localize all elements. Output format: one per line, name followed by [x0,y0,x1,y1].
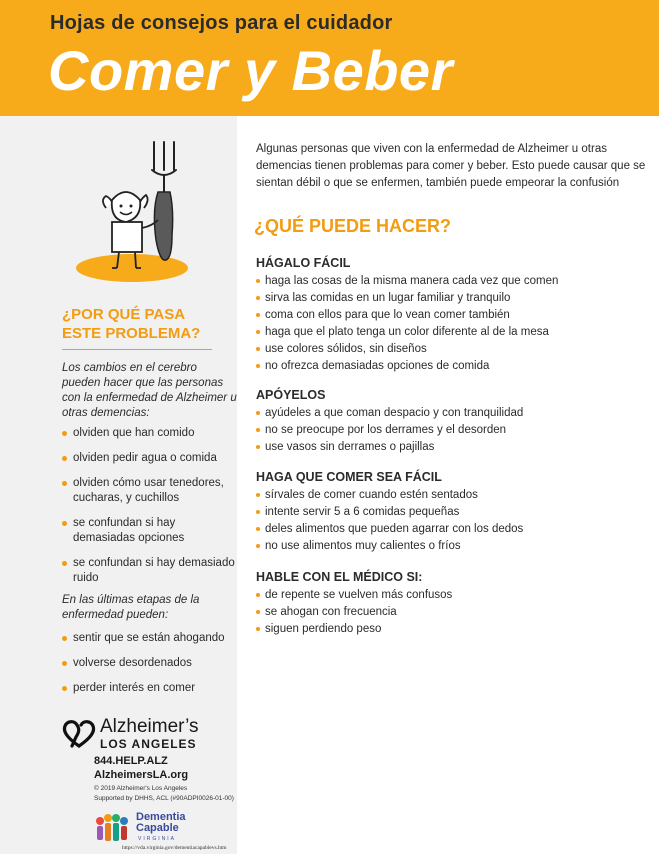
heart-ribbon-icon [62,719,96,749]
list-item: use colores sólidos, sin diseños [256,341,651,358]
list-item: no se preocupe por los derrames y el desorden [256,422,651,439]
section-list [256,487,651,555]
header-banner [0,0,659,116]
bullet-icon [256,544,260,548]
website-link[interactable]: AlzheimersLA.org [94,769,189,781]
bullet-icon [62,456,67,461]
phone-number: 844.HELP.ALZ [94,755,168,767]
bullet-icon [256,445,260,449]
section-title: HABLE CON EL MÉDICO SI: [256,570,423,584]
bullet-icon [256,627,260,631]
bullet-icon [62,431,67,436]
list-item: use vasos sin derrames o pajillas [256,439,651,456]
bullet-icon [256,527,260,531]
list-item: se confundan si hay demasiado ruido [62,556,237,586]
bullet-icon [62,686,67,691]
bullet-icon [256,364,260,368]
logo-name: Alzheimer’s [100,716,199,737]
late-stage-list [62,631,237,696]
bullet-icon [62,521,67,526]
list-item: se ahogan con frecuencia [256,604,651,621]
bullet-icon [256,313,260,317]
woman-with-fork-illustration [72,140,202,288]
list-item: coma con ellos para que lo vean comer también [256,307,651,324]
list-item: no ofrezca demasiadas opciones de comida [256,358,651,375]
bullet-icon [256,330,260,334]
list-item: olviden pedir agua o comida [62,451,237,466]
section-title: APÓYELOS [256,388,326,402]
bullet-icon [256,279,260,283]
list-item: de repente se vuelven más confusos [256,587,651,604]
dementia-capable-url[interactable]: https://vda.virginia.gov/dementiacapablevs.htm [122,845,227,851]
list-item: olviden cómo usar tenedores, cucharas, y cuchillos [62,476,237,506]
list-item: intente servir 5 a 6 comidas pequeñas [256,504,651,521]
why-intro-text: Los cambios en el cerebro pueden hacer que las personas con la enfermedad de Alzheimer u otras demencias: [62,362,237,419]
divider [62,349,212,350]
list-item: siguen perdiendo peso [256,621,651,638]
list-item: sentir que se están ahogando [62,631,237,646]
list-item: volverse desordenados [62,656,237,671]
section-list [256,273,651,375]
list-item: se confundan si hay demasiadas opciones [62,516,237,546]
dementia-capable-people-icon [92,811,132,845]
bullet-icon [62,561,67,566]
page-title: Comer y Beber [48,39,453,102]
section-title: HÁGALO FÁCIL [256,256,351,270]
support-text: Supported by DHHS, ACL (#90ADPI0026-01-00) [94,795,234,802]
list-item: sirva las comidas en un lugar familiar y tranquilo [256,290,651,307]
logo-subtitle: LOS ANGELES [100,737,197,751]
list-item: no use alimentos muy calientes o fríos [256,538,651,555]
bullet-icon [256,593,260,597]
dementia-capable-state: VIRGINIA [138,836,176,842]
bullet-icon [256,510,260,514]
why-section-title [62,305,237,343]
section-list [256,587,651,638]
list-item: olviden que han comido [62,426,237,441]
list-item: perder interés en comer [62,681,237,696]
dementia-capable-title: Dementia Capable [136,811,186,834]
bullet-icon [62,636,67,641]
bullet-icon [256,411,260,415]
list-item: haga las cosas de la misma manera cada vez que comen [256,273,651,290]
copyright-text: © 2019 Alzheimer's Los Angeles [94,785,188,792]
why-list [62,426,237,586]
bullet-icon [256,493,260,497]
list-item: haga que el plato tenga un color diferente al de la mesa [256,324,651,341]
bullet-icon [62,481,67,486]
bullet-icon [62,661,67,666]
bullet-icon [256,347,260,351]
late-stage-intro-text: En las últimas etapas de la enfermedad pueden: [62,594,200,621]
bullet-icon [256,296,260,300]
list-item: ayúdeles a que coman despacio y con tranquilidad [256,405,651,422]
bullet-icon [256,610,260,614]
section-list [256,405,651,456]
section-title: HAGA QUE COMER SEA FÁCIL [256,470,442,484]
why-title-line2: ESTE PROBLEMA? [62,325,201,342]
what-to-do-title: ¿QUÉ PUEDE HACER? [254,216,452,236]
bullet-icon [256,428,260,432]
header-subtitle: Hojas de consejos para el cuidador [50,12,393,34]
list-item: deles alimentos que pueden agarrar con los dedos [256,521,651,538]
list-item: sírvales de comer cuando estén sentados [256,487,651,504]
intro-paragraph: Algunas personas que viven con la enfermedad de Alzheimer u otras demencias tienen problemas para comer y beber. Esto puede causar que se sientan débil o que se enfermen, también puede empeorar la confusión [256,143,646,189]
why-title-line1: ¿POR QUÉ PASA [62,306,186,323]
